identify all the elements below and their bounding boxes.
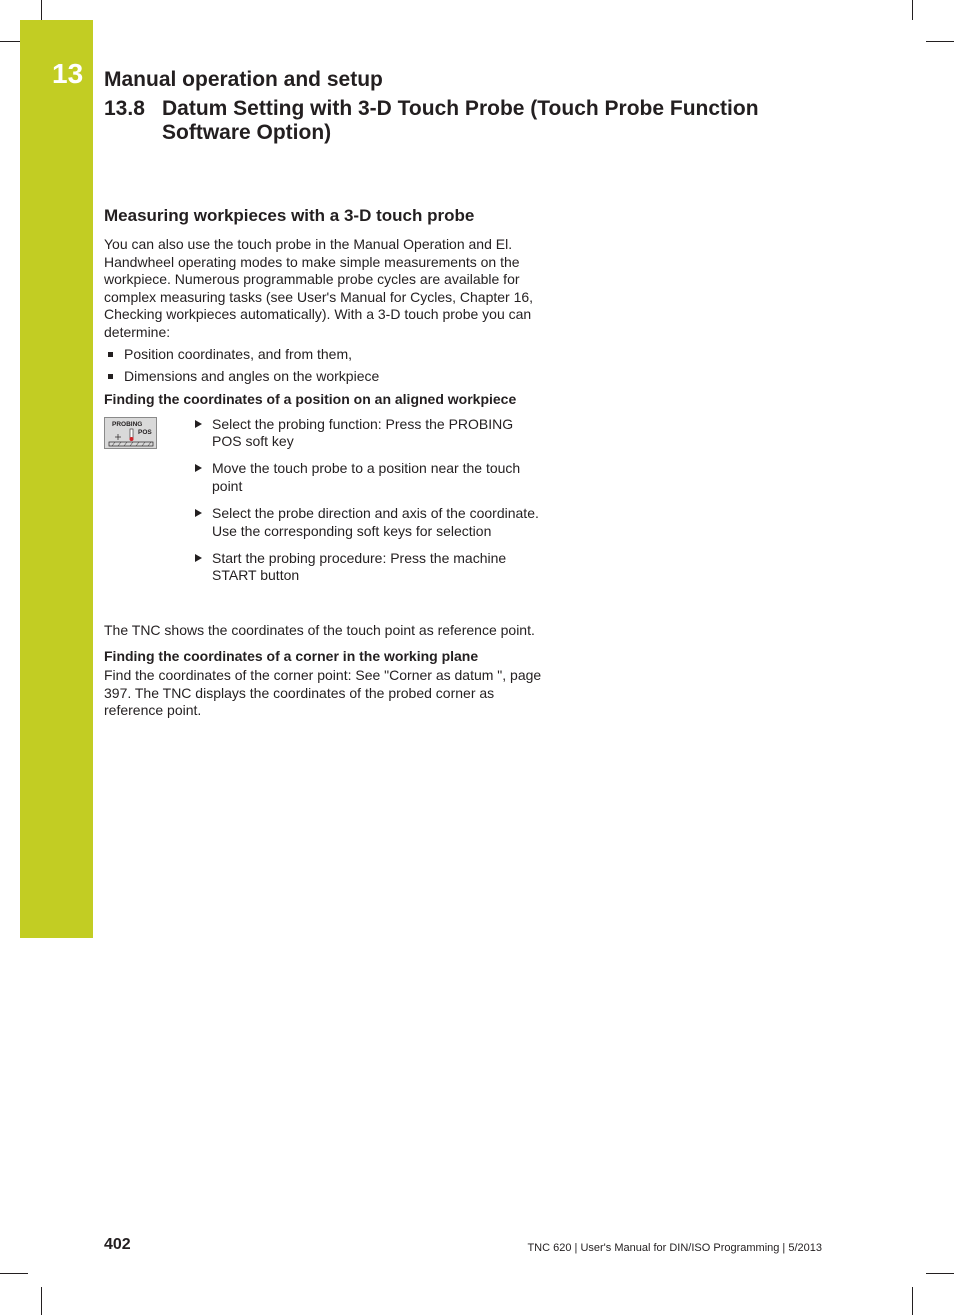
crop-mark [41, 0, 42, 20]
step-item: Select the probe direction and axis of the coordinate. Use the corresponding soft keys for selection [194, 505, 544, 540]
crop-mark [41, 1287, 42, 1315]
crop-mark [926, 41, 954, 42]
section-title: Datum Setting with 3-D Touch Probe (Touch Probe Function Software Option) [162, 97, 759, 144]
bullet-list [104, 346, 544, 386]
arrow-right-icon [195, 464, 202, 472]
footer-text: TNC 620 | User's Manual for DIN/ISO Programming | 5/2013 [527, 1242, 822, 1254]
step-item: Start the probing procedure: Press the machine START button [194, 550, 544, 585]
crop-mark [912, 1287, 913, 1315]
crop-mark [0, 41, 20, 42]
probing-pos-softkey-icon: PROBING POS [104, 417, 157, 449]
crop-mark [912, 0, 913, 20]
bullet-square-icon [108, 374, 113, 379]
main-content [104, 205, 544, 720]
arrow-right-icon [195, 509, 202, 517]
list-item: Position coordinates, and from them, [104, 346, 544, 364]
arrow-right-icon [195, 554, 202, 562]
procedure [104, 416, 544, 622]
crop-mark [926, 1273, 954, 1274]
step-item: Select the probing function: Press the PROBING POS soft key [194, 416, 544, 451]
result-paragraph: The TNC shows the coordinates of the touch point as reference point. [104, 621, 535, 638]
corner-paragraph: Find the coordinates of the corner point: See "Corner as datum ", page 397. The TNC displays the coordinates of the probed corner as reference point. [104, 667, 542, 719]
step-item: Move the touch probe to a position near the touch point [194, 460, 544, 495]
section-number: 13.8 [104, 97, 145, 120]
arrow-right-icon [195, 420, 202, 428]
crop-mark [0, 1273, 28, 1274]
chapter-tab [20, 20, 93, 938]
chapter-title: Manual operation and setup [104, 68, 383, 91]
bullet-square-icon [108, 352, 113, 357]
section-heading [104, 97, 764, 145]
page-number: 402 [104, 1236, 131, 1253]
list-item: Dimensions and angles on the workpiece [104, 368, 544, 386]
chapter-number: 13 [52, 58, 84, 89]
intro-paragraph: You can also use the touch probe in the Manual Operation and El. Handwheel operating modes to make simple measurements on the workpiece. Numerous programmable probe cycles are available for complex measuring tasks (see User's Manual for Cycles, Chapter 16, Checking workpieces automatically). With a 3-D touch probe you can determine: [104, 236, 534, 340]
subsection-heading: Finding the coordinates of a corner in the working plane [104, 648, 479, 665]
step-list [194, 416, 544, 595]
page-heading: Measuring workpieces with a 3-D touch probe [104, 206, 475, 225]
subsection-heading: Finding the coordinates of a position on an aligned workpiece [104, 390, 517, 407]
